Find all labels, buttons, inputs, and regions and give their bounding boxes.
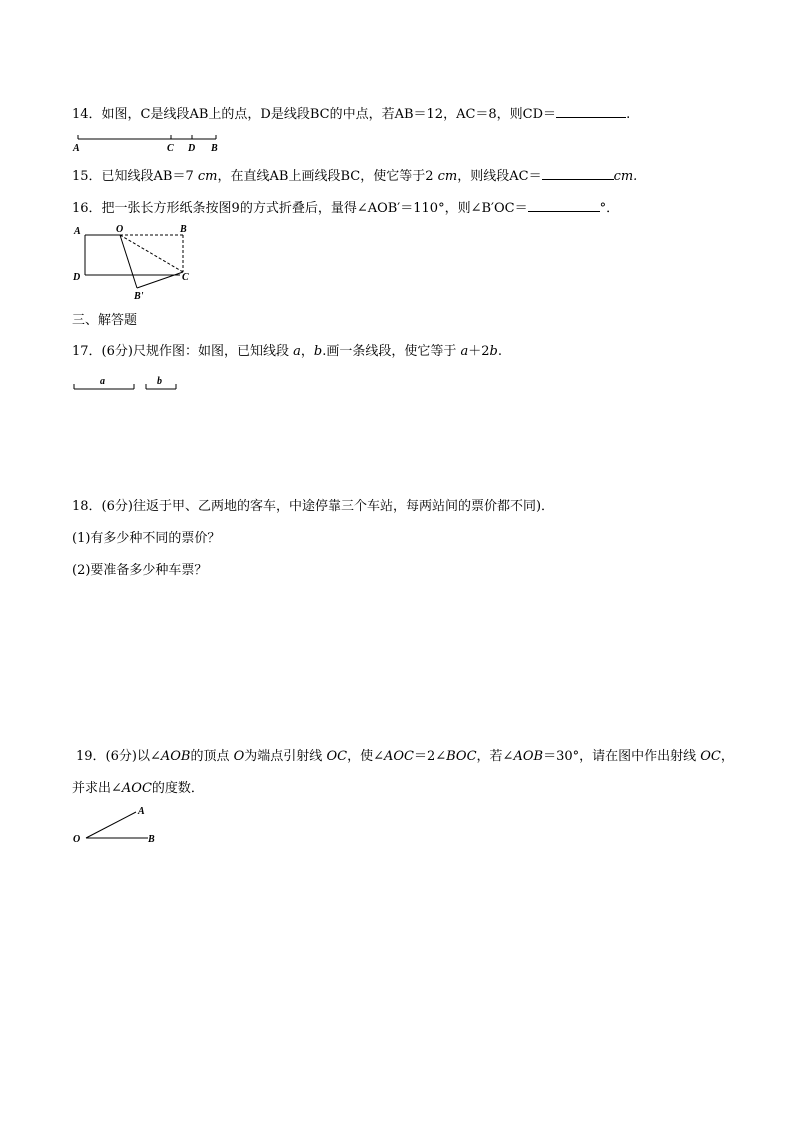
q15-text-a: 15．已知线段AB＝7 [72, 169, 194, 184]
q14-label-D: D [188, 143, 196, 154]
q17-label-b: b [157, 376, 162, 387]
q19-line-2 [72, 780, 204, 798]
q19-l1-d: ，使∠ [347, 749, 384, 764]
q17-expr-b: b [489, 344, 498, 359]
q18-line: 18．(6分)往返于甲、乙两地的客车，中途停靠三个车站，每两站间的票价都不同)． [72, 499, 555, 514]
q17-label-a: a [100, 376, 105, 387]
q19-l1-b: 的顶点 [190, 749, 230, 764]
q19-l1-e: ＝2∠ [413, 749, 447, 764]
q19-l2-a: 并求出∠ [72, 781, 122, 796]
q14-label-A: A [73, 143, 80, 154]
q17-text-b: .画一条线段，使它等于 [322, 344, 457, 359]
q17-expr-plus: ＋2 [468, 344, 490, 359]
q14-text: 14．如图，C是线段AB上的点，D是线段BC的中点，若AB＝12，AC＝8，则CD＝ [72, 107, 557, 122]
q15-unit-3: cm. [613, 169, 638, 184]
q19-line-1 [76, 748, 734, 766]
q19-l1-f: ，若∠ [476, 749, 514, 764]
q14-answer-blank[interactable] [556, 104, 626, 118]
q16-label-B: B [180, 224, 187, 235]
q17-var-b: b [313, 344, 323, 359]
q16-label-O: O [116, 224, 124, 235]
q19-l1-g: ＝30°，请在图中作出射线 [543, 749, 697, 764]
q19-l1-o: O [233, 749, 245, 764]
q18-sub-1: (1)有多少种不同的票价？ [72, 531, 221, 546]
q14-tail: . [626, 107, 631, 122]
q15-unit-2: cm [437, 169, 458, 184]
q16-text: 16．把一张长方形纸条按图9的方式折叠后，量得∠AOB′＝110°，则∠B′OC＝ [72, 201, 528, 216]
q14-line [72, 104, 630, 124]
q17-figure [70, 372, 190, 394]
q16-tail: °． [599, 201, 620, 216]
q19-label-B: B [148, 834, 155, 845]
section-3-title: 三、解答题 [72, 313, 138, 328]
q19-l1-oc1: OC [326, 749, 348, 764]
q19-l2-b: 的度数． [151, 781, 204, 796]
q15-text-c: ，则线段AC＝ [457, 169, 542, 184]
q19-label-O: O [73, 834, 81, 845]
q16-line [72, 198, 619, 218]
q15-line [72, 166, 637, 186]
q16-label-Bprime: B' [134, 291, 144, 302]
q17-period: . [497, 344, 503, 359]
q17-var-a: a [293, 344, 301, 359]
q15-answer-blank[interactable] [542, 166, 614, 180]
q16-label-C: C [182, 272, 189, 283]
q15-unit-1: cm [197, 169, 218, 184]
q18-sub-2: (2)要准备多少种车票？ [72, 563, 208, 578]
q19-l1-a: 19．(6分)以∠ [76, 749, 161, 764]
q19-figure [70, 802, 170, 846]
q16-figure [70, 222, 200, 304]
q14-figure [70, 132, 230, 154]
q16-answer-blank[interactable] [528, 198, 600, 212]
q19-l2-aoc: AOC [121, 781, 152, 796]
q14-label-B: B [211, 143, 218, 154]
q19-l1-aoc: AOC [383, 749, 414, 764]
q16-label-D: D [73, 272, 81, 283]
q19-l1-h: ， [720, 749, 734, 764]
q14-label-C: C [167, 143, 174, 154]
q17-line [72, 343, 502, 361]
q17-text-a: 17．(6分)尺规作图：如图，已知线段 [72, 344, 289, 359]
q19-l1-boc: BOC [446, 749, 477, 764]
q15-text-b: ，在直线AB上画线段BC，使它等于2 [217, 169, 434, 184]
q19-label-A: A [138, 806, 145, 817]
q19-l1-aob2: AOB [513, 749, 544, 764]
q17-expr-a: a [460, 344, 469, 359]
q17-sep: ， [300, 344, 314, 359]
q19-l1-aob1: AOB [160, 749, 191, 764]
q19-l1-c: 为端点引射线 [244, 749, 323, 764]
q19-l1-oc2: OC [700, 749, 721, 764]
q16-label-A: A [74, 226, 81, 237]
